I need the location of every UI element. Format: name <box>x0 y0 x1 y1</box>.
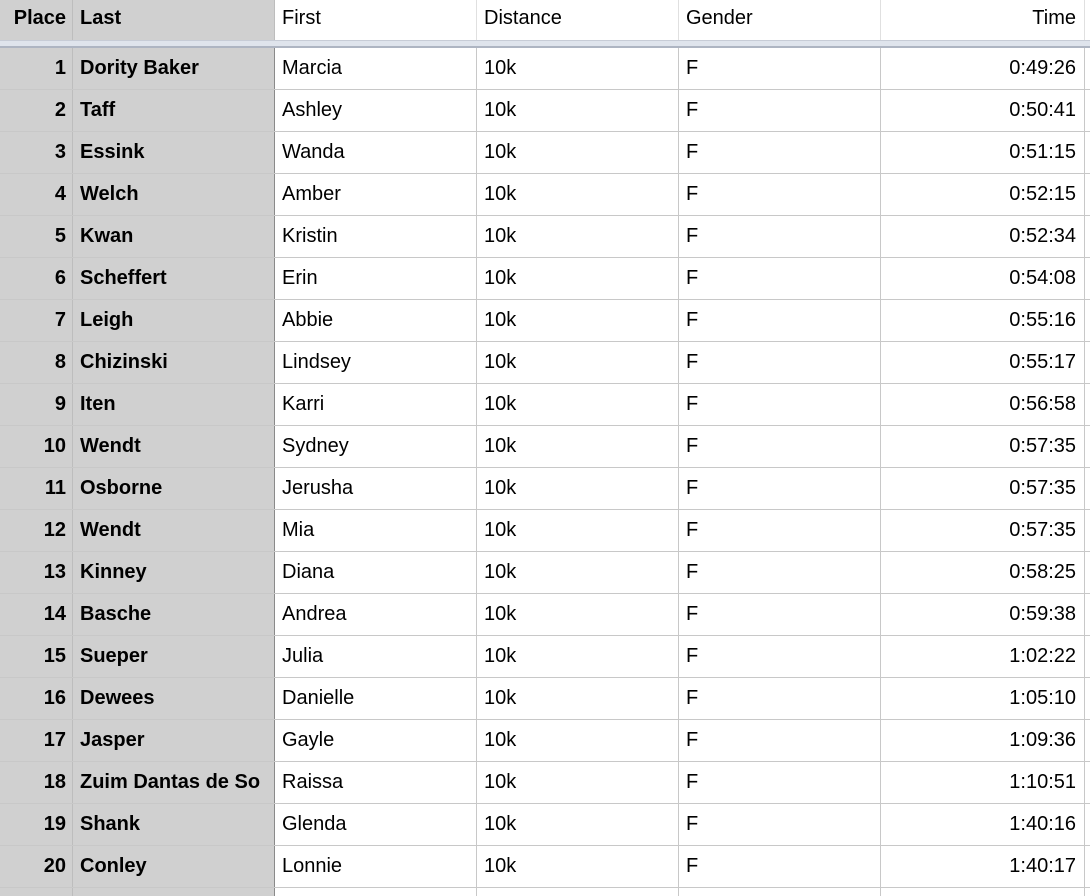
cell-place[interactable]: 18 <box>0 762 73 803</box>
cell-first[interactable]: Diana <box>275 552 477 593</box>
cell-place[interactable]: 6 <box>0 258 73 299</box>
cell-time[interactable]: 0:54:08 <box>881 258 1085 299</box>
table-row <box>0 132 1090 174</box>
cell-place[interactable]: 13 <box>0 552 73 593</box>
cell-first[interactable]: Lonnie <box>275 846 477 887</box>
cell-first[interactable]: Karri <box>275 384 477 425</box>
cell-first[interactable]: Wanda <box>275 132 477 173</box>
cell-distance[interactable]: 10k <box>477 846 679 887</box>
table-row <box>0 342 1090 384</box>
table-row <box>0 804 1090 846</box>
cell-distance[interactable] <box>477 888 679 896</box>
table-row <box>0 636 1090 678</box>
cell-first[interactable]: Raissa <box>275 762 477 803</box>
cell-gender[interactable]: F <box>679 636 881 677</box>
table-row <box>0 468 1090 510</box>
cell-last[interactable]: Wendt <box>73 426 275 467</box>
cell-first[interactable]: Sydney <box>275 426 477 467</box>
cell-place[interactable]: 17 <box>0 720 73 761</box>
table-row <box>0 426 1090 468</box>
table-row <box>0 888 1090 896</box>
cell-last[interactable]: Jasper <box>73 720 275 761</box>
cell-distance[interactable]: 10k <box>477 804 679 845</box>
cell-place[interactable]: 8 <box>0 342 73 383</box>
cell-distance[interactable]: 10k <box>477 384 679 425</box>
cell-last[interactable]: Basche <box>73 594 275 635</box>
cell-last[interactable]: Wendt <box>73 510 275 551</box>
cell-time[interactable]: 0:55:16 <box>881 300 1085 341</box>
cell-last[interactable]: Sueper <box>73 636 275 677</box>
cell-place[interactable]: 3 <box>0 132 73 173</box>
cell-first[interactable]: Julia <box>275 636 477 677</box>
cell-time[interactable]: 1:40:17 <box>881 846 1085 887</box>
cell-gender[interactable] <box>679 888 881 896</box>
table-row <box>0 510 1090 552</box>
cell-last[interactable] <box>73 888 275 896</box>
cell-first[interactable]: Lindsey <box>275 342 477 383</box>
cell-last[interactable]: Essink <box>73 132 275 173</box>
cell-distance[interactable]: 10k <box>477 594 679 635</box>
cell-place[interactable]: 16 <box>0 678 73 719</box>
cell-gender[interactable]: F <box>679 300 881 341</box>
cell-time[interactable]: 0:51:15 <box>881 132 1085 173</box>
cell-distance[interactable]: 10k <box>477 342 679 383</box>
cell-place[interactable]: 20 <box>0 846 73 887</box>
table-row <box>0 216 1090 258</box>
cell-last[interactable]: Scheffert <box>73 258 275 299</box>
cell-time[interactable]: 0:52:15 <box>881 174 1085 215</box>
cell-first[interactable]: Glenda <box>275 804 477 845</box>
table-row <box>0 678 1090 720</box>
cell-last[interactable]: Osborne <box>73 468 275 509</box>
cell-time[interactable]: 0:50:41 <box>881 90 1085 131</box>
cell-gender[interactable]: F <box>679 132 881 173</box>
cell-place[interactable]: 1 <box>0 48 73 89</box>
cell-time[interactable]: 0:59:38 <box>881 594 1085 635</box>
cell-time[interactable] <box>881 888 1085 896</box>
cell-gender[interactable]: F <box>679 384 881 425</box>
header-row <box>0 0 1090 41</box>
cell-gender[interactable]: F <box>679 804 881 845</box>
header-last[interactable]: Last <box>73 0 275 40</box>
table-row <box>0 174 1090 216</box>
cell-distance[interactable]: 10k <box>477 552 679 593</box>
cell-last[interactable]: Leigh <box>73 300 275 341</box>
cell-gender[interactable]: F <box>679 48 881 89</box>
cell-distance[interactable]: 10k <box>477 636 679 677</box>
cell-time[interactable]: 0:55:17 <box>881 342 1085 383</box>
cell-gender[interactable]: F <box>679 342 881 383</box>
cell-place[interactable]: 12 <box>0 510 73 551</box>
cell-last[interactable]: Zuim Dantas de So <box>73 762 275 803</box>
cell-distance[interactable]: 10k <box>477 762 679 803</box>
cell-last[interactable]: Welch <box>73 174 275 215</box>
cell-gender[interactable]: F <box>679 174 881 215</box>
cell-first[interactable]: Amber <box>275 174 477 215</box>
cell-last[interactable]: Iten <box>73 384 275 425</box>
cell-last[interactable]: Kwan <box>73 216 275 257</box>
cell-time[interactable]: 1:40:16 <box>881 804 1085 845</box>
cell-time[interactable]: 0:52:34 <box>881 216 1085 257</box>
cell-gender[interactable]: F <box>679 678 881 719</box>
cell-gender[interactable]: F <box>679 552 881 593</box>
table-row <box>0 762 1090 804</box>
cell-gender[interactable]: F <box>679 216 881 257</box>
cell-time[interactable]: 0:49:26 <box>881 48 1085 89</box>
cell-place[interactable]: 7 <box>0 300 73 341</box>
cell-first[interactable]: Marcia <box>275 48 477 89</box>
cell-distance[interactable]: 10k <box>477 174 679 215</box>
cell-place[interactable]: 2 <box>0 90 73 131</box>
cell-place[interactable] <box>0 888 73 896</box>
cell-first[interactable]: Gayle <box>275 720 477 761</box>
cell-gender[interactable]: F <box>679 846 881 887</box>
cell-time[interactable]: 0:58:25 <box>881 552 1085 593</box>
cell-distance[interactable]: 10k <box>477 720 679 761</box>
cell-distance[interactable]: 10k <box>477 468 679 509</box>
header-place[interactable]: Place <box>0 0 73 40</box>
cell-last[interactable]: Chizinski <box>73 342 275 383</box>
cell-distance[interactable]: 10k <box>477 258 679 299</box>
cell-last[interactable]: Kinney <box>73 552 275 593</box>
table-row <box>0 594 1090 636</box>
cell-place[interactable]: 9 <box>0 384 73 425</box>
cell-distance[interactable]: 10k <box>477 90 679 131</box>
cell-distance[interactable]: 10k <box>477 48 679 89</box>
cell-place[interactable]: 11 <box>0 468 73 509</box>
cell-gender[interactable]: F <box>679 510 881 551</box>
cell-last[interactable]: Shank <box>73 804 275 845</box>
table-row <box>0 846 1090 888</box>
cell-first[interactable] <box>275 888 477 896</box>
cell-time[interactable]: 1:10:51 <box>881 762 1085 803</box>
cell-time[interactable]: 0:56:58 <box>881 384 1085 425</box>
cell-last[interactable]: Dewees <box>73 678 275 719</box>
cell-first[interactable]: Jerusha <box>275 468 477 509</box>
cell-distance[interactable]: 10k <box>477 678 679 719</box>
cell-place[interactable]: 14 <box>0 594 73 635</box>
cell-gender[interactable]: F <box>679 90 881 131</box>
cell-first[interactable]: Danielle <box>275 678 477 719</box>
table-row <box>0 300 1090 342</box>
cell-time[interactable]: 0:57:35 <box>881 426 1085 467</box>
cell-first[interactable]: Andrea <box>275 594 477 635</box>
cell-time[interactable]: 0:57:35 <box>881 468 1085 509</box>
cell-time[interactable]: 0:57:35 <box>881 510 1085 551</box>
table-row <box>0 720 1090 762</box>
cell-gender[interactable]: F <box>679 720 881 761</box>
cell-place[interactable]: 19 <box>0 804 73 845</box>
table-row <box>0 258 1090 300</box>
table-row <box>0 48 1090 90</box>
cell-first[interactable]: Mia <box>275 510 477 551</box>
cell-last[interactable]: Conley <box>73 846 275 887</box>
cell-first[interactable]: Kristin <box>275 216 477 257</box>
cell-time[interactable]: 1:09:36 <box>881 720 1085 761</box>
cell-time[interactable]: 1:02:22 <box>881 636 1085 677</box>
cell-first[interactable]: Abbie <box>275 300 477 341</box>
cell-gender[interactable]: F <box>679 258 881 299</box>
cell-gender[interactable]: F <box>679 594 881 635</box>
cell-last[interactable]: Taff <box>73 90 275 131</box>
cell-gender[interactable]: F <box>679 762 881 803</box>
cell-distance[interactable]: 10k <box>477 426 679 467</box>
header-distance[interactable]: Distance <box>477 0 679 40</box>
cell-first[interactable]: Ashley <box>275 90 477 131</box>
header-time[interactable]: Time <box>881 0 1085 40</box>
table-row <box>0 384 1090 426</box>
cell-place[interactable]: 5 <box>0 216 73 257</box>
cell-distance[interactable]: 10k <box>477 216 679 257</box>
cell-last[interactable]: Dority Baker <box>73 48 275 89</box>
cell-distance[interactable]: 10k <box>477 300 679 341</box>
cell-first[interactable]: Erin <box>275 258 477 299</box>
cell-place[interactable]: 4 <box>0 174 73 215</box>
table-row <box>0 90 1090 132</box>
cell-place[interactable]: 10 <box>0 426 73 467</box>
header-first[interactable]: First <box>275 0 477 40</box>
cell-distance[interactable]: 10k <box>477 510 679 551</box>
cell-distance[interactable]: 10k <box>477 132 679 173</box>
header-gender[interactable]: Gender <box>679 0 881 40</box>
cell-gender[interactable]: F <box>679 426 881 467</box>
cell-place[interactable]: 15 <box>0 636 73 677</box>
freeze-pane-divider[interactable] <box>0 40 1090 48</box>
table-row <box>0 552 1090 594</box>
cell-time[interactable]: 1:05:10 <box>881 678 1085 719</box>
cell-gender[interactable]: F <box>679 468 881 509</box>
